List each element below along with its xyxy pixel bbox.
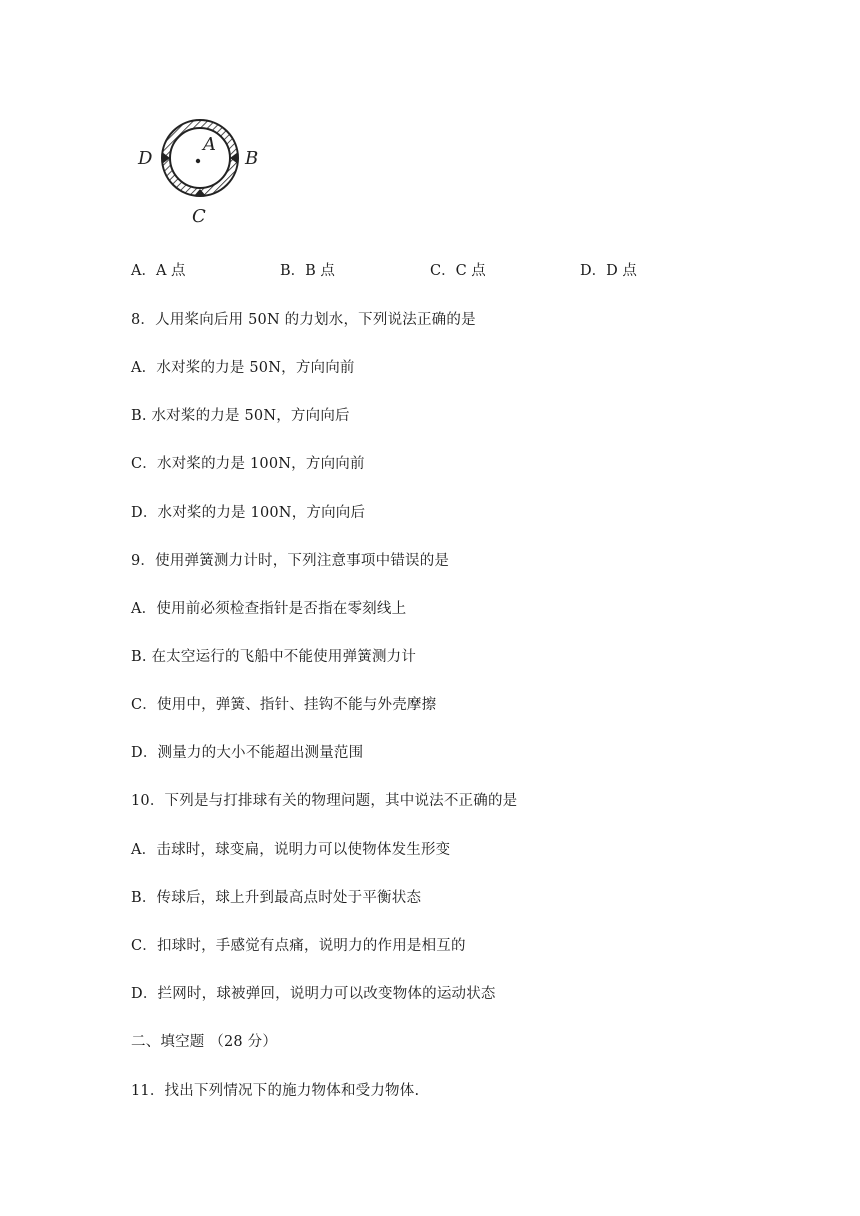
q10-option-b: B．传球后，球上升到最高点时处于平衡状态 bbox=[131, 890, 422, 906]
point-a-dot bbox=[196, 159, 200, 163]
pipe-ring bbox=[162, 120, 238, 196]
q7-option-d: D．D 点 bbox=[580, 263, 637, 279]
q10-option-a: A．击球时，球变扁，说明力可以使物体发生形变 bbox=[131, 842, 451, 858]
q10-option-d: D．拦网时，球被弹回，说明力可以改变物体的运动状态 bbox=[131, 986, 496, 1002]
question-9: 9．使用弹簧测力计时，下列注意事项中错误的是 bbox=[131, 553, 450, 569]
q9-option-d: D．测量力的大小不能超出测量范围 bbox=[131, 745, 364, 761]
q8-option-b: B. 水对桨的力是 50N，方向向后 bbox=[131, 408, 350, 424]
q8-option-a: A．水对桨的力是 50N，方向向前 bbox=[131, 360, 355, 376]
q8-option-d: D．水对桨的力是 100N，方向向后 bbox=[131, 505, 366, 521]
q10-option-c: C．扣球时，手感觉有点痛，说明力的作用是相互的 bbox=[131, 938, 466, 954]
question-10: 10．下列是与打排球有关的物理问题，其中说法不正确的是 bbox=[131, 793, 518, 809]
ring-diagram bbox=[132, 104, 272, 228]
label-c: C bbox=[192, 206, 206, 227]
q7-option-a: A．A 点 bbox=[131, 263, 186, 279]
q9-option-a: A．使用前必须检查指针是否指在零刻线上 bbox=[131, 601, 407, 617]
label-d: D bbox=[138, 148, 153, 169]
q8-option-c: C．水对桨的力是 100N，方向向前 bbox=[131, 456, 365, 472]
q7-option-c: C．C 点 bbox=[430, 263, 486, 279]
label-b: B bbox=[245, 148, 259, 169]
label-a: A bbox=[203, 134, 216, 155]
question-8: 8．人用桨向后用 50N 的力划水，下列说法正确的是 bbox=[131, 312, 476, 328]
q9-option-b: B. 在太空运行的飞船中不能使用弹簧测力计 bbox=[131, 649, 417, 665]
section-heading-fill-in: 二、填空题 （28 分） bbox=[131, 1034, 278, 1050]
q7-option-b: B．B 点 bbox=[280, 263, 335, 279]
q9-option-c: C．使用中，弹簧、指针、挂钩不能与外壳摩擦 bbox=[131, 697, 437, 713]
question-11: 11．找出下列情况下的施力物体和受力物体. bbox=[131, 1083, 420, 1099]
